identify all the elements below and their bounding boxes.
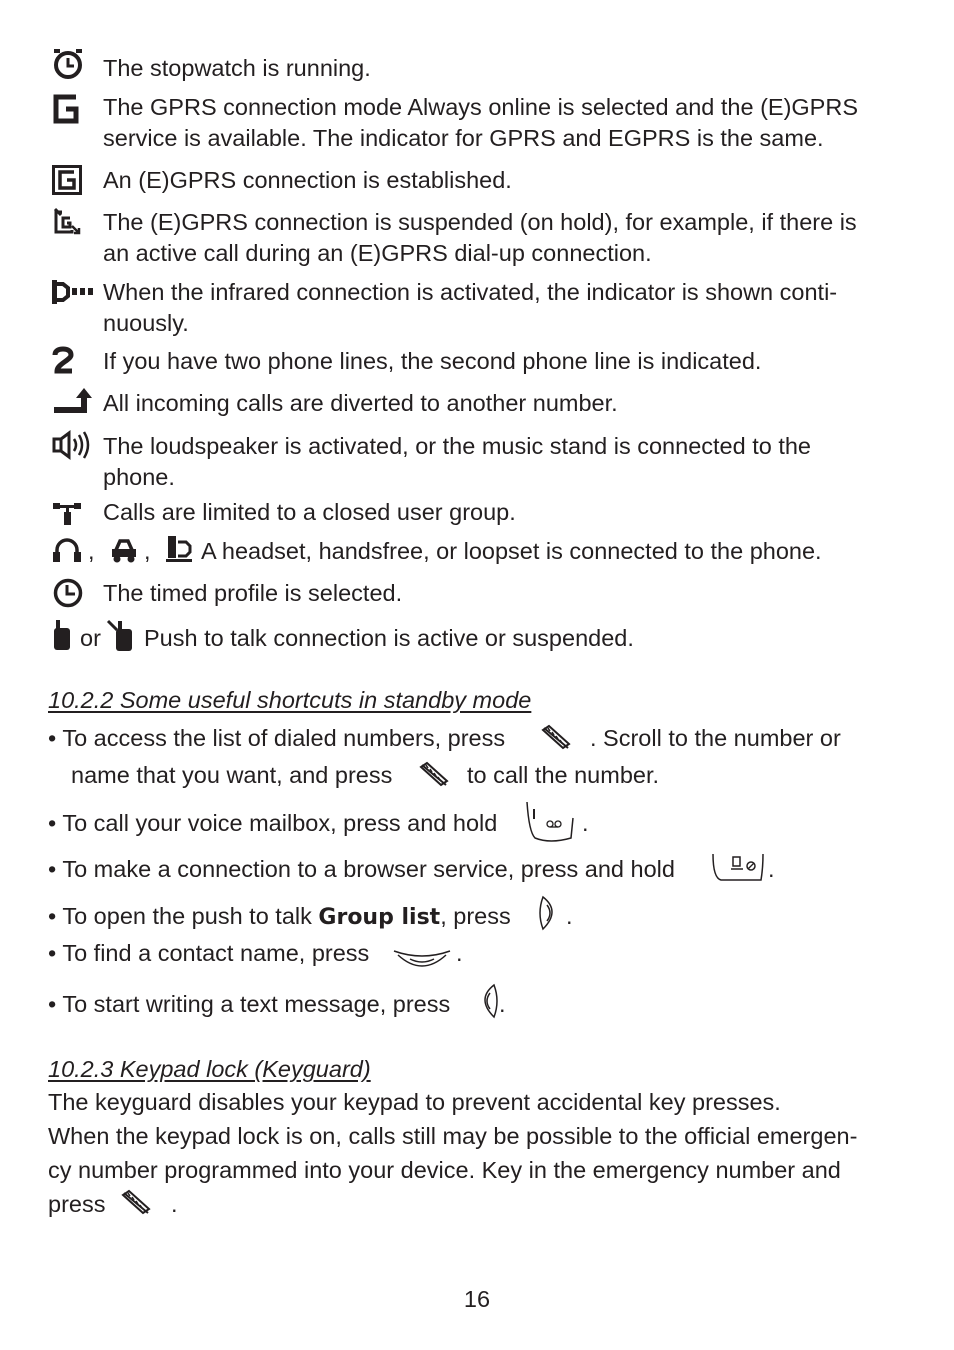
loopset-icon — [164, 534, 194, 572]
infrared-icon — [52, 278, 96, 306]
indicator-text: An (E)GPRS connection is established. — [103, 167, 512, 193]
voicemail-key-1-icon — [524, 799, 576, 853]
indicator-text: A headset, handsfree, or loopset is connected to the phone. — [201, 538, 822, 564]
gprs-connected-icon — [52, 165, 82, 195]
indicator-text: The loudspeaker is activated, or the music stand is connected to the phone. — [103, 433, 812, 490]
loudspeaker-icon — [52, 430, 90, 460]
shortcut-item-text: . — [499, 991, 506, 1017]
page-number: 16 — [463, 1286, 491, 1312]
call-key-icon — [418, 761, 454, 797]
line-two-icon — [52, 346, 76, 374]
keyguard-text: press — [48, 1191, 106, 1217]
shortcut-item-text: name that you want, and press — [71, 762, 393, 788]
ptt-suspended-icon — [106, 617, 140, 661]
shortcut-item-text: . — [456, 940, 463, 966]
group-list-label: Group list — [318, 905, 441, 930]
gprs-suspended-icon — [52, 206, 82, 236]
call-divert-icon — [52, 386, 100, 418]
handsfree-icon — [108, 536, 140, 572]
section-heading-keyguard: 10.2.3 Keypad lock (Keyguard) — [48, 1056, 371, 1082]
shortcut-item-text: . — [566, 903, 573, 929]
timed-profile-icon — [52, 578, 84, 608]
indicator-text: The timed profile is selected. — [103, 580, 403, 606]
shortcut-item: • To open the push to talk Group list, press — [48, 903, 511, 930]
stopwatch-icon — [52, 48, 86, 80]
keyguard-text: The keyguard disables your keypad to prevent accidental key presses. — [48, 1089, 781, 1115]
indicator-text: If you have two phone lines, the second phone line is indicated. — [103, 348, 762, 374]
keyguard-text: . — [171, 1191, 178, 1217]
shortcut-item-text: . — [582, 810, 589, 836]
keyguard-text: When the keypad lock is on, calls still may be possible to the official emergen- — [48, 1123, 858, 1149]
call-key-icon — [540, 724, 576, 760]
right-selection-key-icon — [537, 895, 565, 939]
scroll-down-key-icon — [392, 945, 452, 981]
shortcut-item-text: . Scroll to the number or — [590, 725, 841, 751]
shortcut-item: • To call your voice mailbox, press and hold — [48, 810, 498, 836]
keyguard-text: cy number programmed into your device. Key in the emergency number and — [48, 1157, 841, 1183]
section-heading-shortcuts: 10.2.2 Some useful shortcuts in standby mode — [48, 687, 532, 713]
shortcut-item: • To find a contact name, press — [48, 940, 370, 966]
separator: , — [144, 538, 151, 564]
shortcut-item-text: to call the number. — [467, 762, 660, 788]
closed-user-group-icon — [52, 500, 84, 526]
call-key-icon — [120, 1189, 156, 1225]
indicator-text: Push to talk connection is active or suspended. — [144, 625, 634, 651]
indicator-text: The GPRS connection mode Always online is selected and the (E)GPRS service is available. The indicator for GPRS and EGPRS is the same. — [103, 94, 858, 151]
separator: , — [88, 538, 95, 564]
indicator-text: When the infrared connection is activated, the indicator is shown conti- nuously. — [103, 279, 838, 336]
indicator-text: The stopwatch is running. — [103, 55, 371, 81]
left-selection-key-icon — [472, 983, 500, 1027]
shortcut-item: • To start writing a text message, press — [48, 991, 451, 1017]
indicator-text: The (E)GPRS connection is suspended (on hold), for example, if there is an active call during an (E)GPRS dial-up connection. — [103, 209, 857, 266]
shortcut-item: • To make a connection to a browser service, press and hold — [48, 856, 675, 882]
gprs-icon — [52, 94, 80, 124]
shortcut-item: • To access the list of dialed numbers, press — [48, 725, 506, 751]
key-0-icon — [711, 852, 765, 890]
indicator-text: Calls are limited to a closed user group. — [103, 499, 516, 525]
shortcut-item-text: . — [768, 856, 775, 882]
indicator-text: All incoming calls are diverted to another number. — [103, 390, 618, 416]
headset-icon — [52, 536, 82, 572]
or-text: or — [80, 625, 101, 651]
ptt-active-icon — [52, 618, 72, 660]
